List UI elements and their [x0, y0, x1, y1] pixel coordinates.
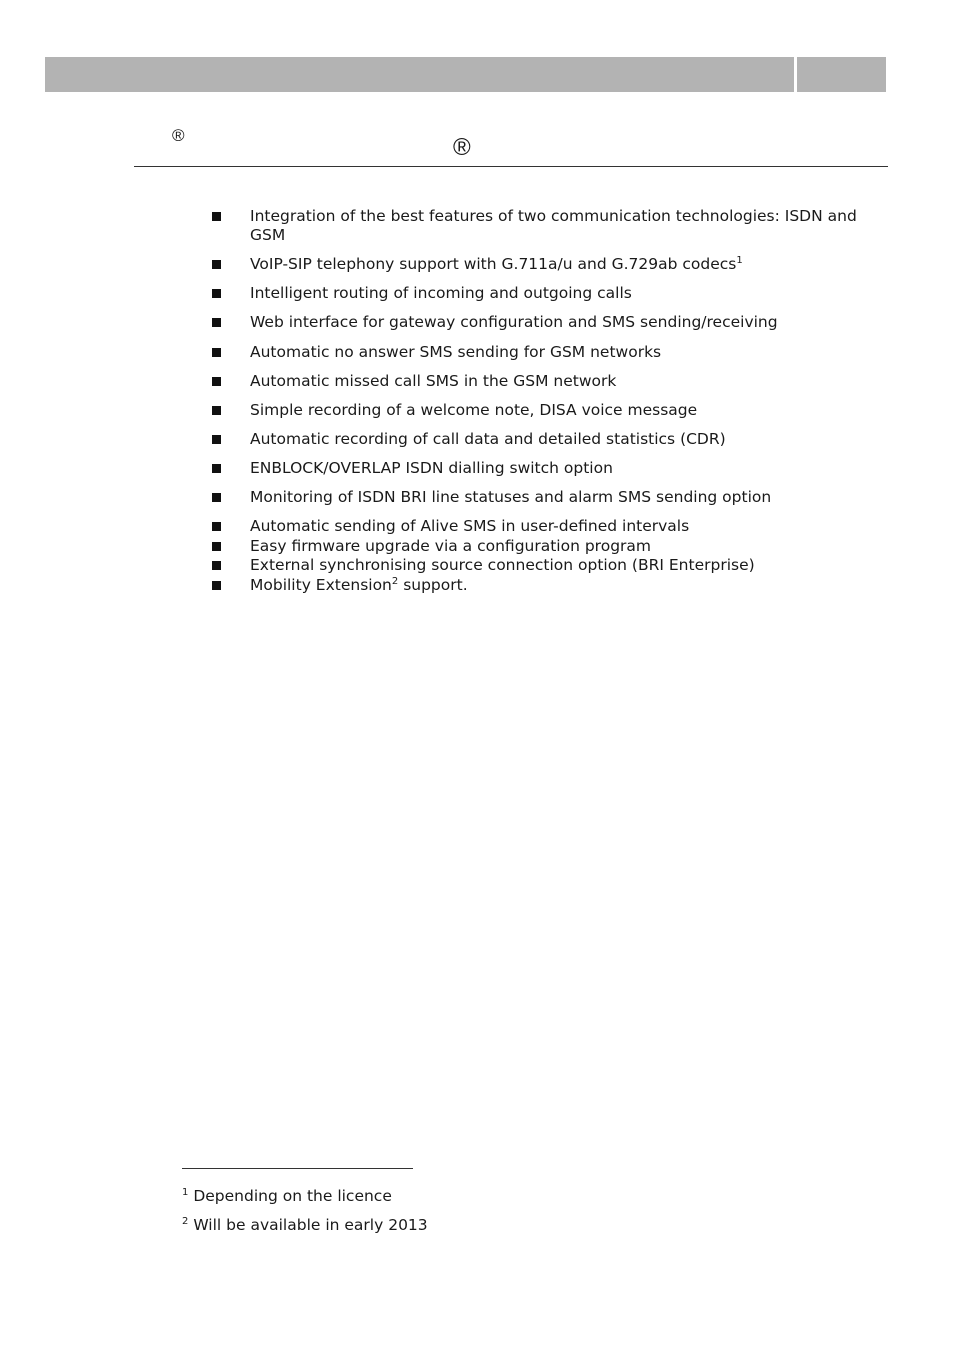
footnote-mark: 2: [182, 1215, 189, 1227]
feature-text: Automatic no answer SMS sending for GSM networks: [250, 343, 662, 361]
feature-text: ENBLOCK/OVERLAP ISDN dialling switch option: [250, 459, 613, 477]
square-bullet-icon: [212, 348, 221, 357]
feature-item: [210, 401, 890, 420]
feature-text: Automatic recording of call data and detailed statistics (CDR): [250, 430, 726, 448]
footnote: [182, 1187, 392, 1206]
header-bar: [45, 57, 794, 92]
feature-item: [210, 343, 890, 362]
square-bullet-icon: [212, 212, 221, 221]
feature-item: [210, 576, 890, 595]
feature-text: Monitoring of ISDN BRI line statuses and alarm SMS sending option: [250, 488, 772, 506]
registered-mark-small: ®: [172, 126, 185, 145]
feature-text-after: support.: [398, 576, 468, 594]
feature-item: [210, 517, 890, 536]
feature-item: [210, 255, 890, 274]
footnote-text: Will be available in early 2013: [193, 1216, 428, 1234]
footnote: [182, 1216, 428, 1235]
square-bullet-icon: [212, 289, 221, 298]
square-bullet-icon: [212, 406, 221, 415]
footnote-ref: 1: [736, 254, 743, 266]
footnote-mark: 1: [182, 1186, 189, 1198]
registered-mark-large: ®: [453, 134, 471, 161]
feature-item: [210, 537, 890, 556]
footnote-text: Depending on the licence: [193, 1187, 392, 1205]
square-bullet-icon: [212, 522, 221, 531]
feature-text: Integration of the best features of two communication technologies: ISDN and GSM: [250, 207, 857, 244]
square-bullet-icon: [212, 561, 221, 570]
feature-item: [210, 430, 890, 449]
feature-text: Intelligent routing of incoming and outgoing calls: [250, 284, 632, 302]
feature-item: [210, 207, 890, 245]
footnote-separator: [182, 1168, 413, 1169]
feature-text: Mobility Extension: [250, 576, 392, 594]
title-underline: [134, 166, 888, 167]
square-bullet-icon: [212, 542, 221, 551]
square-bullet-icon: [212, 435, 221, 444]
square-bullet-icon: [212, 493, 221, 502]
square-bullet-icon: [212, 377, 221, 386]
square-bullet-icon: [212, 581, 221, 590]
feature-text: Simple recording of a welcome note, DISA voice message: [250, 401, 698, 419]
feature-item: [210, 556, 890, 575]
feature-text: Web interface for gateway configuration and SMS sending/receiving: [250, 313, 778, 331]
feature-item: [210, 284, 890, 303]
footnote-ref: 2: [391, 575, 399, 587]
square-bullet-icon: [212, 260, 221, 269]
header-page-box: [797, 57, 886, 92]
feature-text: Automatic sending of Alive SMS in user-defined intervals: [250, 517, 690, 535]
feature-text: Automatic missed call SMS in the GSM network: [250, 372, 617, 390]
feature-item: [210, 372, 890, 391]
feature-text: Easy firmware upgrade via a configuration program: [250, 537, 652, 555]
feature-text: External synchronising source connection option (BRI Enterprise): [250, 556, 755, 574]
feature-item: [210, 488, 890, 507]
feature-item: [210, 459, 890, 478]
feature-item: [210, 313, 890, 332]
square-bullet-icon: [212, 464, 221, 473]
feature-text: VoIP-SIP telephony support with G.711a/u and G.729ab codecs: [250, 255, 737, 273]
square-bullet-icon: [212, 318, 221, 327]
